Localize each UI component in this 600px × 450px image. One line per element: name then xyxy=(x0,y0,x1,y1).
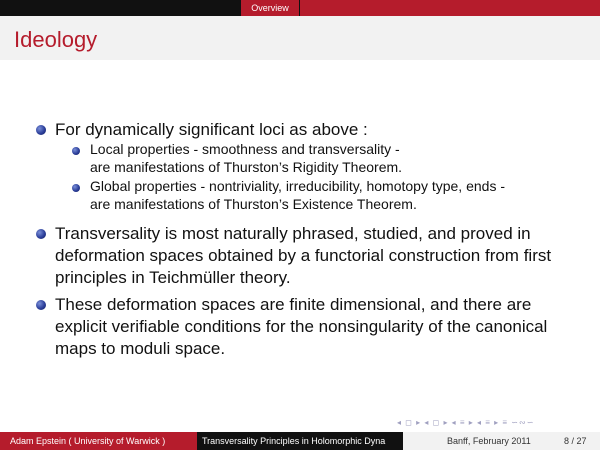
footer-author-panel xyxy=(0,432,197,450)
item-2-line-2: deformation spaces obtained by a functorial construction from first xyxy=(55,246,552,265)
subitem-2-line-2: are manifestations of Thurston’s Existence Theorem. xyxy=(90,196,417,212)
footer-talk-panel xyxy=(197,432,403,450)
header-right-segment xyxy=(300,0,600,16)
item-3-line-3: maps to moduli space. xyxy=(55,339,226,358)
item-3-line-2: explicit verifiable conditions for the nonsingularity of the canonical xyxy=(55,317,548,336)
footer-talk-title: Transversality Principles in Holomorphic Dyna xyxy=(202,436,386,446)
sub-bullet-icon xyxy=(72,147,80,155)
slide-title: Ideology xyxy=(14,27,98,52)
subitem-2-line-1: Global properties - nontriviality, irreducibility, homotopy type, ends - xyxy=(90,178,505,194)
subitem-1-line-2: are manifestations of Thurston’s Rigidity Theorem. xyxy=(90,159,403,175)
footer-page-number: 8 / 27 xyxy=(564,436,587,446)
subitem-1-line-1: Local properties - smoothness and transversality - xyxy=(90,141,400,157)
header-bar xyxy=(0,0,600,16)
item-2-line-3: principles in Teichmüller theory. xyxy=(55,268,291,287)
section-label[interactable]: Overview xyxy=(241,0,299,16)
bullet-icon xyxy=(36,125,46,135)
bullet-icon xyxy=(36,229,46,239)
item-1-text: For dynamically significant loci as above : xyxy=(55,120,368,139)
footer-bar xyxy=(0,432,600,450)
item-3-line-1: These deformation spaces are finite dimensional, and there are xyxy=(55,295,532,314)
navigation-controls[interactable]: ◂ ◻ ▸ ◂ ◻ ▸ ◂ ≡ ▸ ◂ ≡ ▸ ≡ ∽∾∽ xyxy=(397,418,535,427)
footer-venue: Banff, February 2011 xyxy=(447,436,531,446)
footer-info-panel xyxy=(403,432,600,450)
bullet-icon xyxy=(36,300,46,310)
sub-bullet-icon xyxy=(72,184,80,192)
footer-author: Adam Epstein ( University of Warwick ) xyxy=(10,436,166,446)
item-2-line-1: Transversality is most naturally phrased, studied, and proved in xyxy=(55,224,531,243)
